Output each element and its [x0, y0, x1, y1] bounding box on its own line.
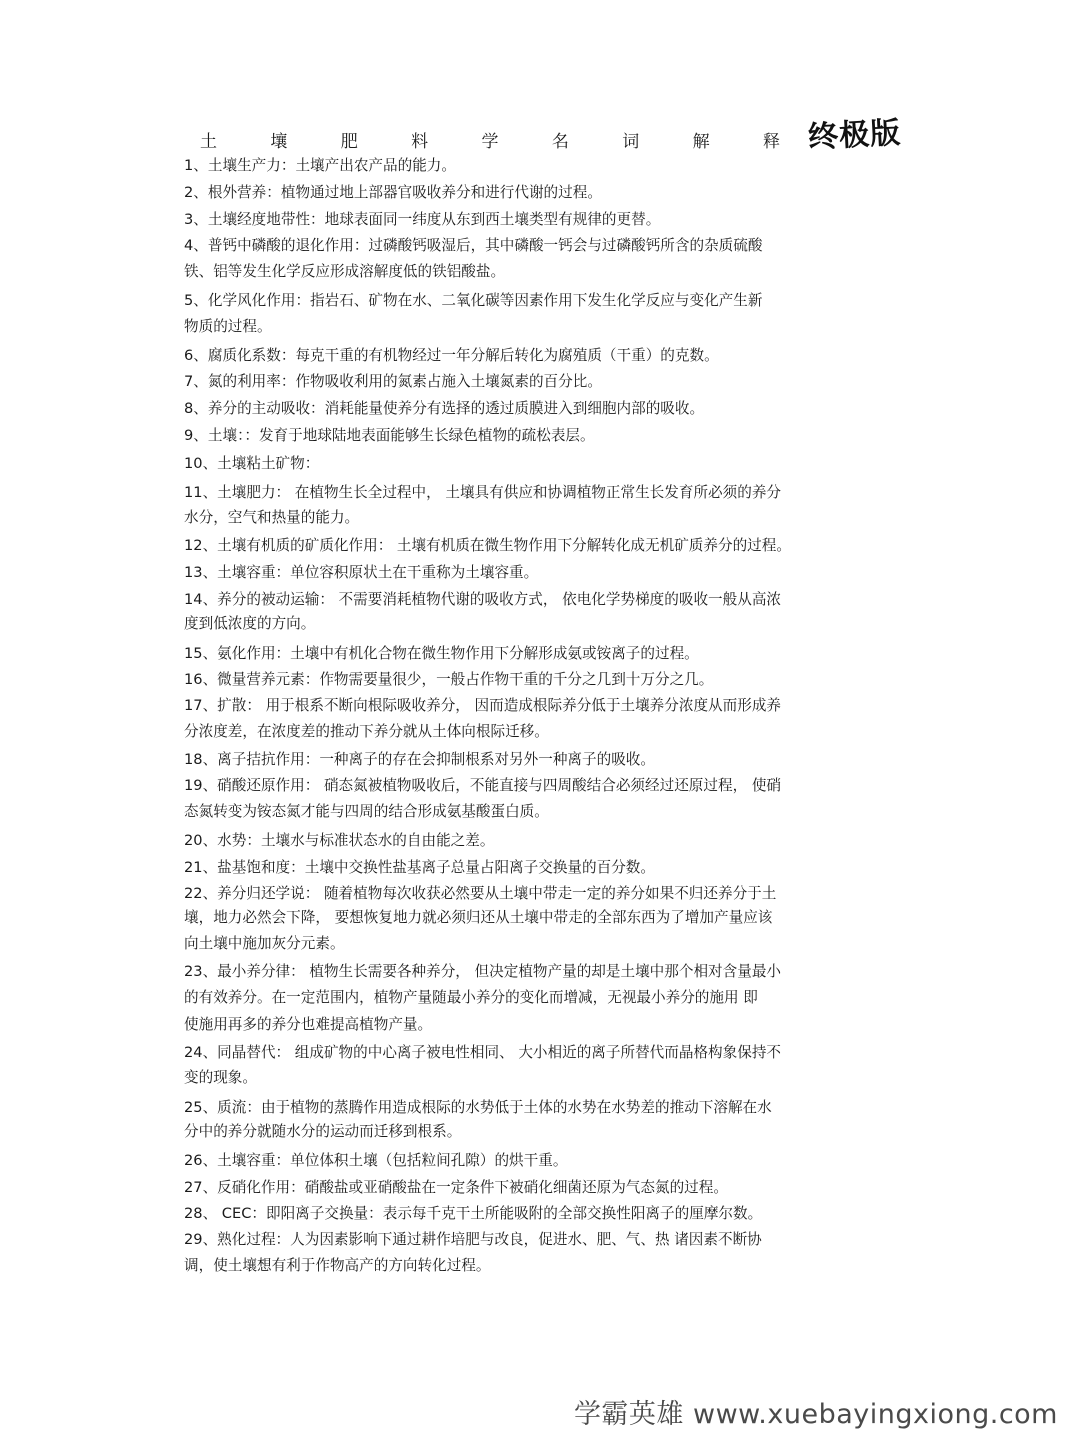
title-char: 肥 [340, 131, 358, 152]
glossary-line: 向土壤中施加灰分元素。 [184, 935, 345, 952]
glossary-line: 水分，空气和热量的能力。 [184, 509, 360, 526]
glossary-line: 10、土壤粘土矿物： [184, 455, 320, 472]
glossary-line: 1、土壤生产力：土壤产出农产品的能力。 [184, 157, 456, 174]
glossary-line: 壤，地力必然会下降， 要想恢复地力就必须归还从土壤中带走的全部东西为了增加产量应该 [184, 909, 773, 926]
glossary-line: 17、扩散： 用于根系不断向根际吸收养分， 因而造成根际养分低于土壤养分浓度从而形成养 [184, 697, 782, 714]
glossary-line: 态氮转变为铵态氮才能与四周的结合形成氨基酸蛋白质。 [184, 803, 549, 820]
glossary-line: 11、土壤肥力： 在植物生长全过程中， 土壤具有供应和协调植物正常生长发育所必须的养分 [184, 484, 782, 501]
title-char: 词 [622, 131, 640, 152]
glossary-line: 5、化学风化作用：指岩石、矿物在水、二氧化碳等因素作用下发生化学反应与变化产生新 [184, 292, 763, 309]
glossary-line: 13、土壤容重：单位容积原状土在干重称为土壤容重。 [184, 564, 539, 581]
glossary-line: 26、土壤容重：单位体积土壤（包括粒间孔隙）的烘干重。 [184, 1152, 568, 1169]
glossary-line: 的有效养分。在一定范围内，植物产量随最小养分的变化而增减，无视最小养分的施用 即 [184, 989, 758, 1006]
glossary-line: 22、养分归还学说： 随着植物每次收获必然要从土壤中带走一定的养分如果不归还养分于土 [184, 885, 777, 902]
glossary-line: 29、熟化过程：人为因素影响下通过耕作培肥与改良，促进水、肥、气、热 诸因素不断协 [184, 1231, 762, 1248]
glossary-line: 度到低浓度的方向。 [184, 615, 316, 632]
glossary-line: 16、微量营养元素：作物需要量很少，一般占作物干重的千分之几到十万分之几。 [184, 671, 714, 688]
title-char: 解 [692, 131, 710, 152]
glossary-line: 28、 CEC：即阳离子交换量：表示每千克干土所能吸附的全部交换性阳离子的厘摩尔数。 [184, 1205, 763, 1222]
glossary-line: 27、反硝化作用：硝酸盐或亚硝酸盐在一定条件下被硝化细菌还原为气态氮的过程。 [184, 1179, 728, 1196]
glossary-line: 25、质流：由于植物的蒸腾作用造成根际的水势低于土体的水势在水势差的推动下溶解在水 [184, 1099, 772, 1116]
glossary-line: 14、养分的被动运输： 不需要消耗植物代谢的吸收方式， 依电化学势梯度的吸收一般从高浓 [184, 591, 782, 608]
glossary-line: 8、养分的主动吸收：消耗能量使养分有选择的透过质膜进入到细胞内部的吸收。 [184, 400, 705, 417]
glossary-line: 12、土壤有机质的矿质化作用： 土壤有机质在微生物作用下分解转化成无机矿质养分的过程。 [184, 537, 791, 554]
glossary-line: 7、氮的利用率：作物吸收利用的氮素占施入土壤氮素的百分比。 [184, 373, 602, 390]
glossary-line: 分中的养分就随水分的运动而迁移到根系。 [184, 1123, 462, 1140]
glossary-line: 6、腐质化系数：每克干重的有机物经过一年分解后转化为腐殖质（干重）的克数。 [184, 347, 719, 364]
glossary-line: 23、最小养分律： 植物生长需要各种养分， 但决定植物产量的却是土壤中那个相对含量最小 [184, 963, 782, 980]
title-char: 学 [481, 131, 499, 152]
glossary-line: 15、氨化作用：土壤中有机化合物在微生物作用下分解形成氨或铵离子的过程。 [184, 645, 699, 662]
edition-stamp: 终极版 [807, 115, 903, 156]
document-title [200, 124, 780, 154]
glossary-line: 铁、铝等发生化学反应形成溶解度低的铁铝酸盐。 [184, 263, 506, 280]
glossary-line: 分浓度差，在浓度差的推动下养分就从土体向根际迁移。 [184, 723, 549, 740]
glossary-line: 3、土壤经度地带性：地球表面同一纬度从东到西土壤类型有规律的更替。 [184, 211, 661, 228]
title-char: 名 [551, 131, 569, 152]
glossary-line: 2、根外营养：植物通过地上部器官吸收养分和进行代谢的过程。 [184, 184, 602, 201]
site-watermark: 学霸英雄 www.xuebayingxiong.com [573, 1399, 1058, 1430]
title-char: 土 [200, 131, 217, 152]
glossary-line: 19、硝酸还原作用： 硝态氮被植物吸收后，不能直接与四周酸结合必须经过还原过程， 使硝 [184, 777, 782, 794]
glossary-line: 21、盐基饱和度：土壤中交换性盐基离子总量占阳离子交换量的百分数。 [184, 859, 655, 876]
glossary-line: 20、水势：土壤水与标准状态水的自由能之差。 [184, 832, 495, 849]
glossary-line: 18、离子拮抗作用：一种离子的存在会抑制根系对另外一种离子的吸收。 [184, 751, 655, 768]
title-char: 释 [763, 131, 780, 152]
glossary-line: 24、同晶替代： 组成矿物的中心离子被电性相同、 大小相近的离子所替代而晶格构象保持不 [184, 1044, 782, 1061]
title-char: 料 [411, 131, 429, 152]
glossary-line: 4、普钙中磷酸的退化作用：过磷酸钙吸湿后，其中磷酸一钙会与过磷酸钙所含的杂质硫酸 [184, 237, 763, 254]
glossary-line: 物质的过程。 [184, 318, 272, 335]
glossary-line: 变的现象。 [184, 1069, 257, 1086]
glossary-line: 使施用再多的养分也难提高植物产量。 [184, 1016, 433, 1033]
glossary-line: 9、土壤：：发育于地球陆地表面能够生长绿色植物的疏松表层。 [184, 427, 595, 444]
glossary-line: 调，使土壤想有利于作物高产的方向转化过程。 [184, 1257, 491, 1274]
title-char: 壤 [270, 131, 288, 152]
